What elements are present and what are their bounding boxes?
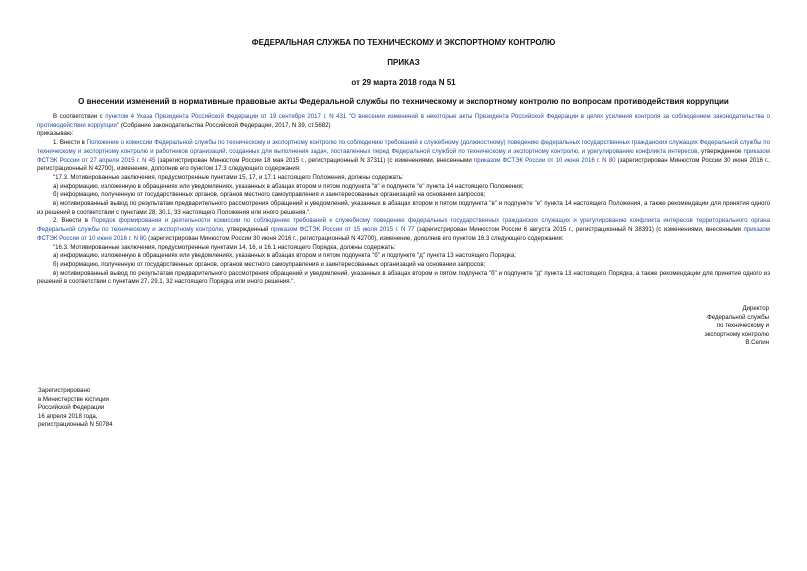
item-1-c: в) мотивированный вывод по результатам предварительного рассмотрения обращений и уведомлений, указанных в абзацах втором и пятом подпункта "в" и подпункте "е" пункта 14 настоящего Положения, а также рекомендации для принятия одного из решений в соответствии с пунктами 28, 30.1, 33 настоящего Положения или иного решения.".	[37, 200, 770, 216]
registration-line: в Министерстве юстиции	[38, 395, 109, 403]
link-procedure-commission[interactable]: Порядок формирования и деятельности комиссии по соблюдению требований к служебному поведению федеральных государственных гражданских служащих и урегулированию конфликта интересов территориального органа Федеральной службы по техническому и экспортному контролю	[37, 217, 770, 234]
item-2-quote: "16.3. Мотивированные заключения, предусмотренные пунктами 14, 16, и 16.1 настоящего Порядка, должны содержать:	[53, 243, 396, 251]
item-1-quote: "17.3. Мотивированные заключения, предусмотренные пунктами 15, 17, и 17.1 настоящего Положения, должны содержать:	[53, 173, 404, 181]
text: (зарегистрирован Минюстом России 18 мая 2015 г., регистрационный N 37311) (с изменениями, внесенными	[155, 156, 474, 164]
text: , утвержденный	[223, 226, 271, 234]
registration-line: 16 апреля 2018 года,	[38, 412, 98, 420]
registration-line: Зарегистрировано	[38, 387, 91, 394]
link-decree-431[interactable]: пунктом 4 Указа Президента Российской Федерации от 19 сентября 2017 г. N 431 "О внесении изменений в некоторые акты Президента Российской Федерации в целях усиления контроля за соблюдением законодательства о противодействии коррупции"	[37, 113, 771, 129]
item-1-a: а) информацию, изложенную в обращениях или уведомлениях, указанных в абзацах втором и пятом подпункта "в" и подпункте "е" пункта 14 настоящего Положения;	[53, 182, 524, 190]
text: (зарегистрирован Минюстом России 6 августа 2015 г., регистрационный N 38391) (с изменениями, внесенными	[414, 226, 744, 234]
doc-date-number: от 29 марта 2018 года N 51	[351, 78, 456, 87]
registration-line: регистрационный N 50784	[38, 421, 113, 428]
link-order-80-b[interactable]: приказом ФСТЭК России от 10 июня 2016 г. N 80	[37, 226, 770, 242]
registration-line: Российской Федерации	[38, 404, 105, 411]
signature-line: по техническому и	[716, 322, 769, 329]
item-1	[37, 139, 770, 174]
signature-block	[705, 305, 769, 348]
preamble	[37, 113, 770, 130]
signature-line: Директор	[742, 305, 769, 312]
text: , утвержденное	[697, 147, 744, 155]
text: (зарегистрирован Минюстом России 30 июня 2016 г., регистрационный N 42700), изменение, дополнив его пунктом 17.3 следующего содержания:	[37, 156, 770, 173]
link-regulation-commission[interactable]: Положение о комиссии Федеральной службы по техническому и экспортному контролю по соблюдению требований к служебному (должностному) поведению федеральных государственных гражданских служащих Федеральной службы по техническому и экспортному контролю и работников организаций, созданных для выполнения задач, поставленных перед Федеральной службой по техническому и экспортному контролю, и урегулированию конфликта интересов	[37, 139, 770, 155]
item-2-a: а) информацию, изложенную в обращениях или уведомлениях, указанных в абзацах втором и пятом подпункта "б" и подпункте "д" пункта 13 настоящего Порядка;	[53, 252, 516, 260]
item-2-b: б) информацию, полученную от государственных органов, органов местного самоуправления и заинтересованных организаций на основании запросов;	[53, 260, 486, 268]
text: 1. Внести в	[53, 139, 87, 147]
item-1-b: б) информацию, полученную от государственных органов, органов местного самоуправления и заинтересованных организаций на основании запросов;	[53, 191, 486, 199]
text: (зарегистрирован Минюстом России 30 июня 2016 г., регистрационный N 42700), изменение, дополнив его пунктом 16.3 следующего содержания:	[146, 234, 564, 242]
orders-line: приказываю:	[37, 130, 74, 138]
signature-name: В.Селин	[745, 339, 769, 346]
text: В соответствии с	[53, 113, 106, 120]
doc-title: О внесении изменений в нормативные правовые акты Федеральной службы по техническому и экспортному контролю по вопросам противодействия коррупции	[78, 97, 729, 106]
link-order-45[interactable]: приказом ФСТЭК России от 27 апреля 2015 г. N 45	[37, 147, 770, 164]
link-order-80[interactable]: приказом ФСТЭК России от 10 июня 2016 г. N 80	[473, 156, 616, 164]
text: (Собрание законодательства Российской Федерации, 2017, N 39, ст.5682)	[119, 121, 331, 129]
signature-line: Федеральной службы	[707, 313, 769, 321]
text: 2. Внести в	[53, 217, 92, 225]
item-2-c: в) мотивированный вывод по результатам предварительного рассмотрения обращений и уведомлений, указанных в абзацах втором и пятом подпункта "б" и подпункте "д" пункта 13 настоящего Порядка, а также рекомендации для принятия одного из решений в соответствии с пунктами 27, 29.1, 32 настоящего Порядка или иного решения.".	[37, 269, 770, 286]
signature-line: экспортному контролю	[704, 330, 769, 338]
item-2	[37, 217, 770, 243]
registration-block	[38, 387, 113, 430]
doc-type: ПРИКАЗ	[387, 58, 420, 67]
doc-body	[37, 113, 770, 287]
link-order-77[interactable]: приказом ФСТЭК России от 15 июля 2015 г. N 77	[270, 226, 415, 234]
agency-name: ФЕДЕРАЛЬНАЯ СЛУЖБА ПО ТЕХНИЧЕСКОМУ И ЭКСПОРТНОМУ КОНТРОЛЮ	[251, 38, 556, 47]
